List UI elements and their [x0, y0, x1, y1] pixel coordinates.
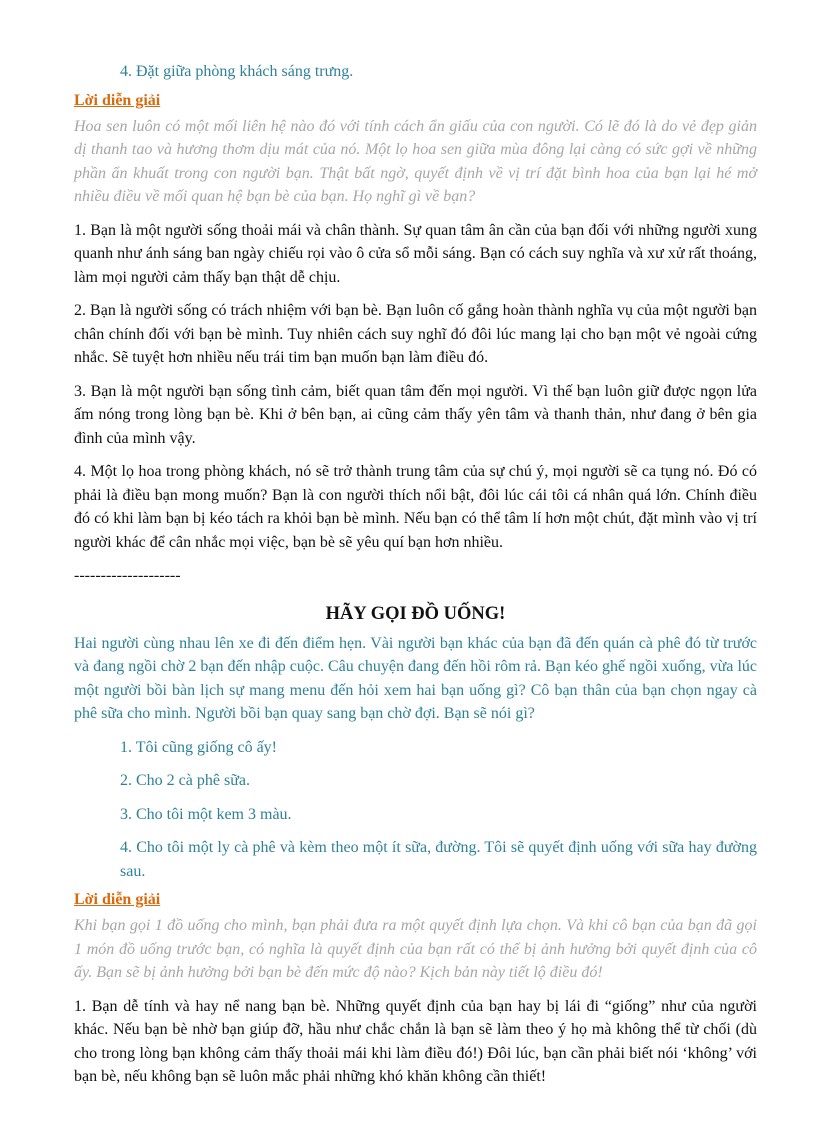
- answer-paragraph: 1. Bạn là một người sống thoải mái và chân thành. Sự quan tâm ân cần của bạn đối với những người xung quanh như ánh sáng ban ngày chiếu rọi vào ô cửa sổ mỗi sáng. Bạn có cách suy nghĩa và xư xử rất thoáng, làm mọi người cảm thấy bạn thật dễ chịu.: [74, 221, 757, 286]
- quiz-option-2: 2. Cho 2 cà phê sữa.: [120, 772, 250, 789]
- interpretation-heading: Lời diễn giải: [74, 91, 161, 109]
- section-divider: --------------------: [74, 567, 181, 584]
- answer-paragraph: 2. Bạn là người sống có trách nhiệm với bạn bè. Bạn luôn cố gắng hoàn thành nghĩa vụ của một người bạn chân chính đối với bạn bè mình. Tuy nhiên cách suy nghĩ đó đôi lúc mang lại cho bạn một vẻ ngoài cứng nhắc. Sẽ tuyệt hơn nhiều nếu trái tim bạn muốn bạn làm điều đó.: [74, 302, 757, 366]
- quiz-title: HÃY GỌI ĐỒ UỐNG!: [325, 603, 506, 624]
- quiz-option-4: 4. Cho tôi một ly cà phê và kèm theo một ít sữa, đường. Tôi sẽ quyết định uống với sữa hay đường sau.: [120, 839, 757, 880]
- answer-paragraph: 3. Bạn là một người bạn sống tình cảm, biết quan tâm đến mọi người. Vì thế bạn luôn giữ được ngọn lửa ấm nóng trong lòng bạn bè. Khi ở bên bạn, ai cũng cảm thấy yên tâm và thanh thản, như đang ở bên gia đình của mình vậy.: [74, 382, 757, 447]
- quiz-option-4: 4. Đặt giữa phòng khách sáng trưng.: [120, 63, 354, 80]
- answer-paragraph: 1. Bạn dễ tính và hay nể nang bạn bè. Những quyết định của bạn hay bị lái đi “giống” như của người khác. Nếu bạn bè nhờ bạn giúp đỡ, hầu như chắc chắn là bạn sẽ làm theo ý họ mà không thể từ chối (dù cho trong lòng bạn không cảm thấy thoải mái khi làm điều đó!) Đôi lúc, bạn cần phải biết nói ‘không’ với bạn bè, nếu không bạn sẽ luôn mắc phải những khó khăn không cần thiết!: [74, 997, 757, 1085]
- answer-paragraph: 4. Một lọ hoa trong phòng khách, nó sẽ trở thành trung tâm của sự chú ý, mọi người sẽ ca tụng nó. Đó có phải là điều bạn mong muốn? Bạn là con người thích nổi bật, đôi lúc cái tôi cá nhân quá lớn. Chính điều đó có khi làm bạn bị kéo tách ra khỏi bạn bè mình. Nếu bạn có thể tâm lí hơn một chút, đặt mình vào vị trí người khác để cân nhắc mọi việc, bạn bè sẽ yêu quí bạn hơn nhiều.: [74, 463, 757, 551]
- quiz-question: Hai người cùng nhau lên xe đi đến điểm hẹn. Vài người bạn khác của bạn đã đến quán cà phê đó từ trước và đang ngồi chờ 2 bạn đến nhập cuộc. Câu chuyện đang đến hồi rôm rả. Bạn kéo ghế ngồi xuống, vừa lúc một người bồi bàn lịch sự mang menu đến hỏi xem hai bạn uống gì? Cô bạn thân của bạn chọn ngay cà phê sữa cho mình. Người bồi bạn quay sang bạn chờ đợi. Bạn sẽ nói gì?: [74, 634, 757, 722]
- interpretation-heading: Lời diễn giải: [74, 891, 161, 908]
- document-body: [74, 60, 757, 1099]
- quiz-option-3: 3. Cho tôi một kem 3 màu.: [120, 805, 292, 823]
- quiz-option-1: 1. Tôi cũng giống cô ấy!: [120, 738, 278, 756]
- interpretation-intro: Khi bạn gọi 1 đồ uống cho mình, bạn phải đưa ra một quyết định lựa chọn. Và khi cô bạn của bạn đã gọi 1 món đồ uống trước bạn, có nghĩa là quyết định của bạn rất có thể bị ảnh hưởng bởi quyết định của cô ấy. Bạn sẽ bị ảnh hưởng bởi bạn bè đến mức độ nào? Kịch bản này tiết lộ điều đó!: [74, 917, 757, 981]
- interpretation-intro: Hoa sen luôn có một mối liên hệ nào đó với tính cách ẩn giấu của con người. Có lẽ đó là do vẻ đẹp giản dị thanh tao và hương thơm dịu mát của nó. Một lọ hoa sen giữa mùa đông lại càng có sức gợi về những phần ẩn khuất trong con người bạn. Thật bất ngờ, quyết định về vị trí đặt bình hoa của bạn lại hé mở nhiều điều về mối quan hệ bạn bè của bạn. Họ nghĩ gì về bạn?: [74, 117, 757, 205]
